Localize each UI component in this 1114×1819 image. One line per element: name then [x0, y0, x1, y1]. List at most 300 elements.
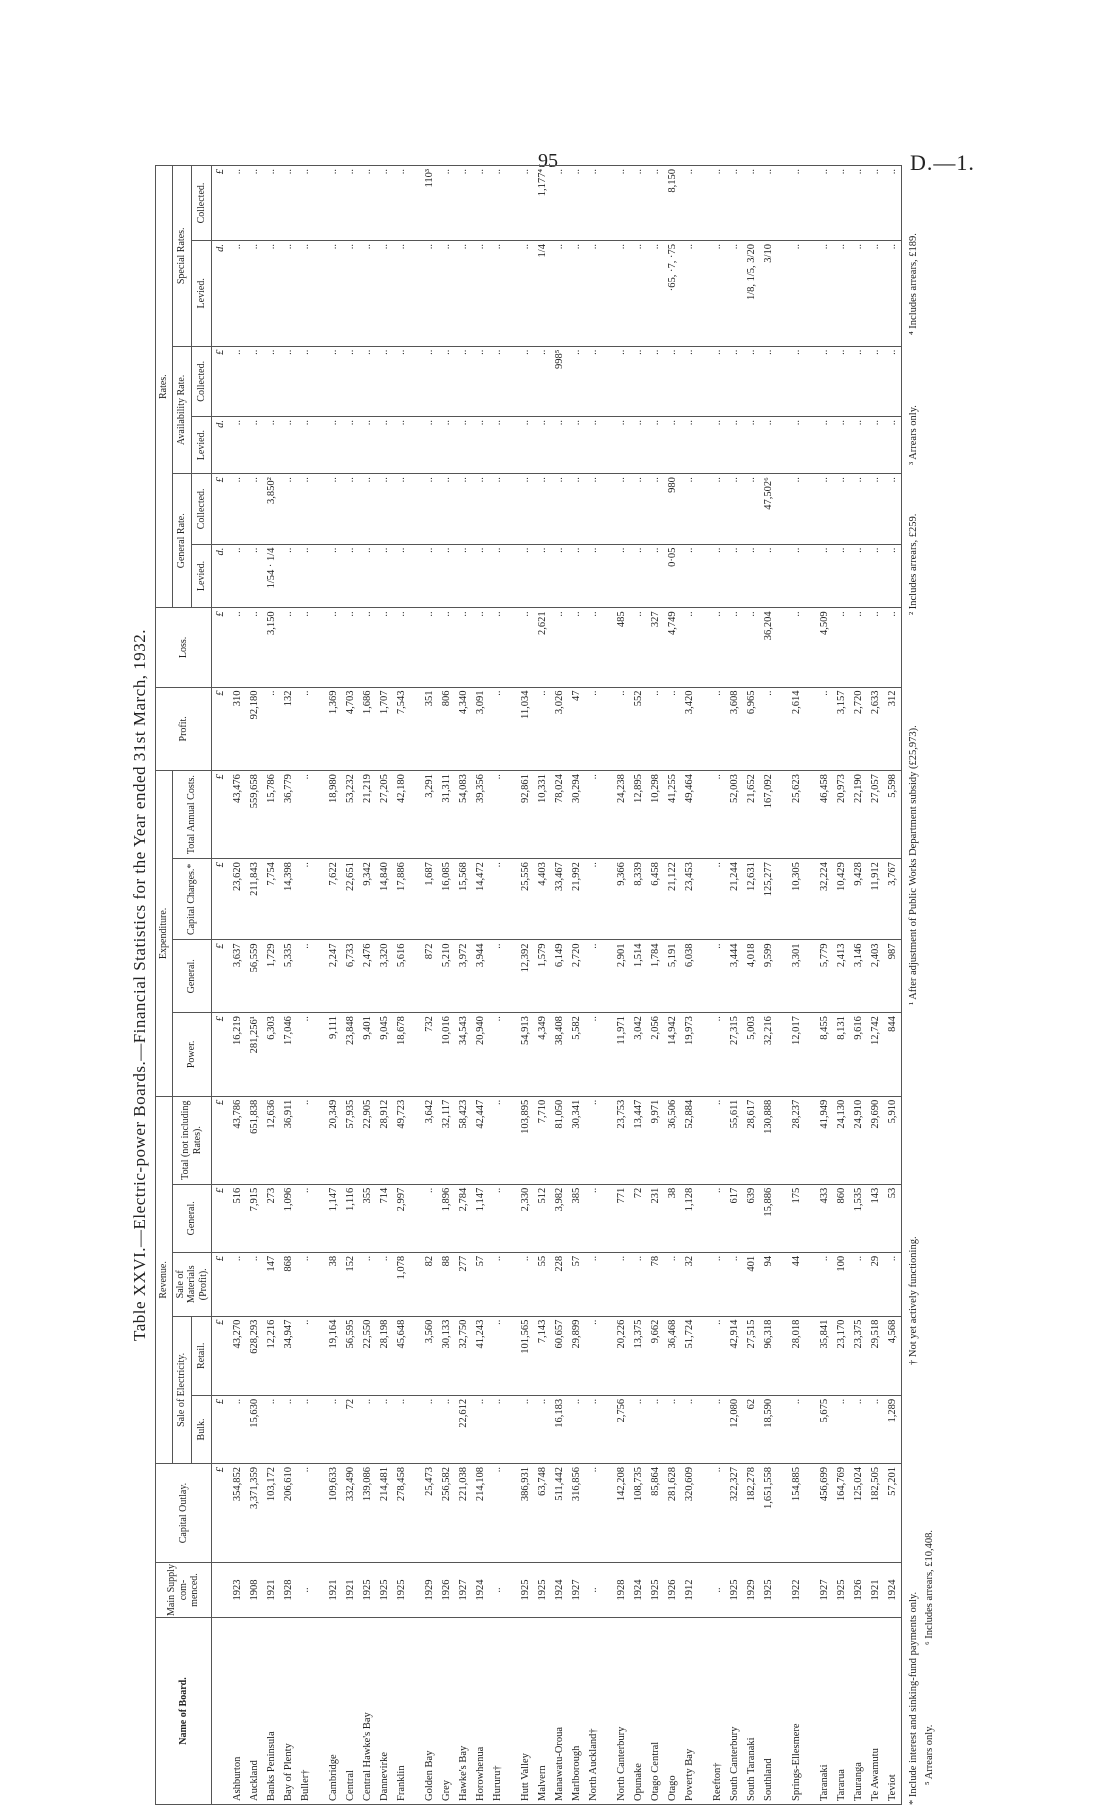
table-row [788, 166, 805, 1805]
table-row [325, 166, 342, 1805]
value-cell: 10,298 [647, 771, 664, 859]
spacer-cell [410, 859, 421, 940]
value-cell: .. [709, 1013, 726, 1097]
value-cell: 1,729 [263, 940, 280, 1013]
value-cell: 354,852 [229, 1464, 246, 1563]
spacer-cell [314, 771, 325, 859]
value-cell: .. [246, 608, 263, 687]
value-cell: .. [613, 416, 630, 473]
value-cell: .. [359, 346, 376, 416]
value-cell: 2,403 [867, 940, 884, 1013]
value-cell: 38 [664, 1184, 681, 1252]
value-cell: .. [709, 608, 726, 687]
table-row [342, 166, 359, 1805]
value-cell: .. [585, 1252, 602, 1316]
spacer-cell [410, 1316, 421, 1395]
unit-cell: £ [212, 1096, 230, 1184]
spacer-cell [506, 687, 517, 771]
value-cell: .. [726, 474, 743, 544]
value-cell: .. [297, 771, 314, 859]
spacer-cell [805, 859, 816, 940]
value-cell: .. [376, 544, 393, 608]
value-cell: 53,232 [342, 771, 359, 859]
spacer-cell [698, 859, 709, 940]
header-profit: Profit. [156, 687, 212, 771]
value-cell: 4,403 [534, 859, 551, 940]
value-cell: .. [517, 474, 534, 544]
value-cell: 28,018 [788, 1316, 805, 1395]
table-row [585, 166, 602, 1805]
value-cell: .. [585, 1464, 602, 1563]
value-cell: .. [630, 474, 647, 544]
header-capital-charges: Capital Charges.* [172, 859, 212, 940]
board-name: Golden Bay [421, 1618, 438, 1805]
value-cell: .. [534, 687, 551, 771]
value-cell: .. [472, 416, 489, 473]
value-cell: .. [438, 241, 455, 347]
value-cell: 3,371,359 [246, 1464, 263, 1563]
value-cell: 20,226 [613, 1316, 630, 1395]
value-cell: .. [489, 346, 506, 416]
spacer-cell [698, 474, 709, 544]
value-cell: 32 [681, 1252, 698, 1316]
spacer-cell [698, 940, 709, 1013]
value-cell: 30,133 [438, 1316, 455, 1395]
value-cell: 56,595 [342, 1316, 359, 1395]
value-cell: 6,965 [743, 687, 760, 771]
year-cell: 1923 [229, 1563, 246, 1618]
value-cell: .. [489, 771, 506, 859]
value-cell: .. [246, 474, 263, 544]
spacer-cell [602, 1316, 613, 1395]
value-cell: 108,735 [630, 1464, 647, 1563]
value-cell: 1,147 [472, 1184, 489, 1252]
spacer-cell [805, 940, 816, 1013]
value-cell: 53 [884, 1184, 902, 1252]
value-cell: 147 [263, 1252, 280, 1316]
year-cell: 1921 [263, 1563, 280, 1618]
value-cell: .. [709, 1252, 726, 1316]
value-cell: 11,912 [867, 859, 884, 940]
board-name: Cambridge [325, 1618, 342, 1805]
rotated-table-page [125, 165, 1114, 1805]
value-cell: .. [867, 474, 884, 544]
value-cell: .. [788, 544, 805, 608]
value-cell: 3,767 [884, 859, 902, 940]
value-cell: 23,170 [833, 1316, 850, 1395]
table-row [376, 166, 393, 1805]
value-cell: 10,331 [534, 771, 551, 859]
value-cell: 36,204 [760, 608, 777, 687]
value-cell: 4,349 [534, 1013, 551, 1097]
value-cell: .. [647, 241, 664, 347]
value-cell: .. [246, 1252, 263, 1316]
table-row [867, 166, 884, 1805]
value-cell: .. [630, 346, 647, 416]
value-cell: .. [325, 608, 342, 687]
year-cell: .. [489, 1563, 506, 1618]
spacer-cell [506, 940, 517, 1013]
value-cell: .. [359, 416, 376, 473]
value-cell: .. [517, 544, 534, 608]
year-cell: 1924 [551, 1563, 568, 1618]
value-cell: .. [342, 608, 359, 687]
value-cell: 2,901 [613, 940, 630, 1013]
spacer-cell [506, 544, 517, 608]
value-cell: 43,476 [229, 771, 246, 859]
value-cell: 42,914 [726, 1316, 743, 1395]
value-cell: .. [325, 241, 342, 347]
financial-statistics-table [155, 165, 902, 1805]
value-cell: 639 [743, 1184, 760, 1252]
value-cell: 8,455 [816, 1013, 833, 1097]
value-cell: 14,472 [472, 859, 489, 940]
spacer-cell [602, 416, 613, 473]
value-cell: .. [489, 474, 506, 544]
value-cell: 1,687 [421, 859, 438, 940]
spacer-cell [410, 1618, 421, 1805]
value-cell: 19,164 [325, 1316, 342, 1395]
spacer-cell [314, 1252, 325, 1316]
value-cell: 1,784 [647, 940, 664, 1013]
value-cell: .. [297, 940, 314, 1013]
unit-cell: £ [212, 346, 230, 416]
value-cell: .. [421, 1395, 438, 1463]
table-row [455, 166, 472, 1805]
value-cell: .. [229, 474, 246, 544]
value-cell: 1,686 [359, 687, 376, 771]
value-cell: 214,108 [472, 1464, 489, 1563]
table-row [534, 166, 551, 1805]
value-cell: .. [647, 166, 664, 241]
value-cell: .. [585, 940, 602, 1013]
value-cell: 5,779 [816, 940, 833, 1013]
group-spacer [506, 166, 517, 1805]
value-cell: .. [585, 241, 602, 347]
header-collected: Collected. [192, 346, 212, 416]
value-cell: .. [709, 1316, 726, 1395]
value-cell: 43,270 [229, 1316, 246, 1395]
value-cell: .. [534, 416, 551, 473]
value-cell: 228 [551, 1252, 568, 1316]
unit-cell: d. [212, 416, 230, 473]
value-cell: 54,913 [517, 1013, 534, 1097]
value-cell: 92,861 [517, 771, 534, 859]
table-row [664, 166, 681, 1805]
spacer-cell [805, 241, 816, 347]
board-name: Marlborough [568, 1618, 585, 1805]
value-cell: 3,026 [551, 687, 568, 771]
value-cell: 101,565 [517, 1316, 534, 1395]
value-cell: 18,678 [393, 1013, 410, 1097]
spacer-cell [698, 1013, 709, 1097]
value-cell: 1,078 [393, 1252, 410, 1316]
value-cell: .. [472, 544, 489, 608]
header-sale-materials: Sale of Materials (Profit). [172, 1252, 212, 1316]
value-cell: .. [726, 544, 743, 608]
spacer-cell [410, 608, 421, 687]
value-cell: .. [280, 474, 297, 544]
value-cell: 3,042 [630, 1013, 647, 1097]
table-row [297, 166, 314, 1805]
value-cell: 310 [229, 687, 246, 771]
value-cell: .. [709, 166, 726, 241]
spacer-cell [410, 771, 421, 859]
value-cell: .. [613, 1252, 630, 1316]
value-cell: .. [630, 1252, 647, 1316]
value-cell: 125,024 [850, 1464, 867, 1563]
value-cell: .. [726, 166, 743, 241]
spacer-cell [314, 1395, 325, 1463]
board-name: Taranaki [816, 1618, 833, 1805]
value-cell: 1,369 [325, 687, 342, 771]
value-cell: 512 [534, 1184, 551, 1252]
value-cell: .. [489, 1464, 506, 1563]
value-cell: 27,205 [376, 771, 393, 859]
value-cell: 1,535 [850, 1184, 867, 1252]
header-rev-total: Total (not including Rates). [172, 1096, 212, 1184]
year-cell: 1921 [867, 1563, 884, 1618]
spacer-cell [777, 771, 788, 859]
value-cell: 5,582 [568, 1013, 585, 1097]
value-cell: .. [613, 241, 630, 347]
value-cell: 355 [359, 1184, 376, 1252]
value-cell: .. [585, 1316, 602, 1395]
year-cell: 1929 [421, 1563, 438, 1618]
value-cell: .. [681, 544, 698, 608]
value-cell: 85,864 [647, 1464, 664, 1563]
value-cell: .. [438, 1395, 455, 1463]
value-cell: .. [585, 1096, 602, 1184]
value-cell: .. [297, 1464, 314, 1563]
value-cell: 16,085 [438, 859, 455, 940]
year-cell: 1921 [325, 1563, 342, 1618]
spacer-cell [805, 346, 816, 416]
value-cell: 23,620 [229, 859, 246, 940]
value-cell: 27,057 [867, 771, 884, 859]
value-cell: 5,675 [816, 1395, 833, 1463]
table-row [709, 166, 726, 1805]
value-cell: 36,779 [280, 771, 297, 859]
value-cell: 714 [376, 1184, 393, 1252]
value-cell: 386,931 [517, 1464, 534, 1563]
value-cell: .. [585, 416, 602, 473]
value-cell: .. [534, 1395, 551, 1463]
value-cell: 103,172 [263, 1464, 280, 1563]
value-cell: 57,201 [884, 1464, 902, 1563]
value-cell: .. [455, 166, 472, 241]
spacer-cell [506, 1618, 517, 1805]
spacer-cell [698, 1464, 709, 1563]
value-cell: 8,131 [833, 1013, 850, 1097]
value-cell: 11,971 [613, 1013, 630, 1097]
unit-cell: £ [212, 687, 230, 771]
value-cell: .. [359, 166, 376, 241]
value-cell: .. [455, 608, 472, 687]
value-cell: .. [393, 474, 410, 544]
value-cell: .. [455, 416, 472, 473]
value-cell: .. [263, 346, 280, 416]
spacer-cell [506, 1563, 517, 1618]
value-cell: .. [342, 166, 359, 241]
value-cell: 9,111 [325, 1013, 342, 1097]
year-cell: 1926 [850, 1563, 867, 1618]
spacer-cell [410, 1395, 421, 1463]
spacer-cell [777, 859, 788, 940]
value-cell: .. [867, 346, 884, 416]
header-expenditure: Expenditure. [156, 771, 173, 1097]
value-cell: .. [376, 346, 393, 416]
footnote: ³ Arrears only. [908, 405, 919, 465]
spacer-cell [314, 1464, 325, 1563]
spacer-cell [506, 416, 517, 473]
value-cell: 1/8, 1/5, 3/20 [743, 241, 760, 347]
unit-cell: d. [212, 544, 230, 608]
value-cell: .. [472, 166, 489, 241]
value-cell: .. [850, 346, 867, 416]
spacer-cell [698, 771, 709, 859]
spacer-cell [777, 544, 788, 608]
year-cell: 1912 [681, 1563, 698, 1618]
value-cell: .. [630, 608, 647, 687]
unit-cell: £ [212, 1464, 230, 1563]
value-cell: .. [325, 166, 342, 241]
value-cell: .. [816, 687, 833, 771]
value-cell: 43,786 [229, 1096, 246, 1184]
value-cell: 36,506 [664, 1096, 681, 1184]
value-cell: 320,609 [681, 1464, 698, 1563]
table-row [263, 166, 280, 1805]
spacer-cell [410, 1252, 421, 1316]
value-cell: 456,699 [816, 1464, 833, 1563]
value-cell: 12,017 [788, 1013, 805, 1097]
value-cell: 18,590 [760, 1395, 777, 1463]
value-cell: 20,973 [833, 771, 850, 859]
value-cell: 45,648 [393, 1316, 410, 1395]
value-cell: 152 [342, 1252, 359, 1316]
board-name: Buller† [297, 1618, 314, 1805]
value-cell: .. [489, 1316, 506, 1395]
value-cell: .. [613, 166, 630, 241]
value-cell: .. [630, 166, 647, 241]
value-cell: .. [297, 1184, 314, 1252]
year-cell: 1924 [630, 1563, 647, 1618]
year-cell: 1927 [816, 1563, 833, 1618]
footnote: ¹ After adjustment of Public Works Department subsidy (£25,973). [908, 725, 919, 1005]
spacer-cell [698, 1096, 709, 1184]
table-row [647, 166, 664, 1805]
value-cell: 142,208 [613, 1464, 630, 1563]
value-cell: .. [229, 346, 246, 416]
value-cell: .. [472, 346, 489, 416]
value-cell: .. [709, 1395, 726, 1463]
value-cell: .. [393, 241, 410, 347]
value-cell: 3,850² [263, 474, 280, 544]
value-cell: 485 [613, 608, 630, 687]
year-cell: 1927 [568, 1563, 585, 1618]
board-name: Hawke's Bay [455, 1618, 472, 1805]
value-cell: 5,210 [438, 940, 455, 1013]
value-cell: .. [489, 1096, 506, 1184]
board-name: North Canterbury [613, 1618, 630, 1805]
value-cell: 2,413 [833, 940, 850, 1013]
header-retail: Retail. [192, 1316, 212, 1395]
value-cell: 103,895 [517, 1096, 534, 1184]
unit-row [212, 166, 230, 1805]
spacer-cell [777, 1013, 788, 1097]
value-cell: .. [647, 474, 664, 544]
value-cell: 41,255 [664, 771, 681, 859]
value-cell: 211,843 [246, 859, 263, 940]
value-cell: 214,481 [376, 1464, 393, 1563]
board-name: Hutt Valley [517, 1618, 534, 1805]
value-cell: .. [867, 544, 884, 608]
spacer-cell [698, 1316, 709, 1395]
value-cell: 25,473 [421, 1464, 438, 1563]
value-cell: .. [884, 346, 902, 416]
header-capital: Capital Outlay. [156, 1464, 212, 1563]
value-cell: 231 [647, 1184, 664, 1252]
spacer-cell [506, 1316, 517, 1395]
value-cell: 88 [438, 1252, 455, 1316]
spacer-cell [698, 1252, 709, 1316]
value-cell: .. [438, 544, 455, 608]
value-cell: .. [613, 474, 630, 544]
table-row [359, 166, 376, 1805]
value-cell: 3,146 [850, 940, 867, 1013]
value-cell: 5,910 [884, 1096, 902, 1184]
value-cell: .. [867, 241, 884, 347]
value-cell: 9,662 [647, 1316, 664, 1395]
table-row [246, 166, 263, 1805]
value-cell: .. [647, 544, 664, 608]
value-cell: .. [709, 859, 726, 940]
value-cell: 316,856 [568, 1464, 585, 1563]
table-row [850, 166, 867, 1805]
value-cell: .. [816, 166, 833, 241]
value-cell: 52,884 [681, 1096, 698, 1184]
value-cell: .. [263, 687, 280, 771]
board-name: Manawatu-Oroua [551, 1618, 568, 1805]
table-row [884, 166, 902, 1805]
value-cell: 12,636 [263, 1096, 280, 1184]
value-cell: 3,157 [833, 687, 850, 771]
value-cell: 34,947 [280, 1316, 297, 1395]
table-row [681, 166, 698, 1805]
value-cell: 57 [568, 1252, 585, 1316]
value-cell: .. [534, 346, 551, 416]
unit-cell: £ [212, 1013, 230, 1097]
value-cell: 13,447 [630, 1096, 647, 1184]
header-availability-rate: Availability Rate. [172, 346, 192, 474]
value-cell: .. [833, 346, 850, 416]
value-cell: .. [263, 241, 280, 347]
value-cell: .. [455, 474, 472, 544]
value-cell: .. [833, 166, 850, 241]
spacer-cell [777, 687, 788, 771]
value-cell: .. [613, 346, 630, 416]
value-cell: 1,289 [884, 1395, 902, 1463]
value-cell: 21,219 [359, 771, 376, 859]
value-cell: .. [263, 166, 280, 241]
value-cell: .. [297, 166, 314, 241]
value-cell: 12,895 [630, 771, 647, 859]
value-cell: 281,628 [664, 1464, 681, 1563]
value-cell: 9,401 [359, 1013, 376, 1097]
value-cell: 860 [833, 1184, 850, 1252]
value-cell: .. [421, 241, 438, 347]
value-cell: .. [393, 166, 410, 241]
